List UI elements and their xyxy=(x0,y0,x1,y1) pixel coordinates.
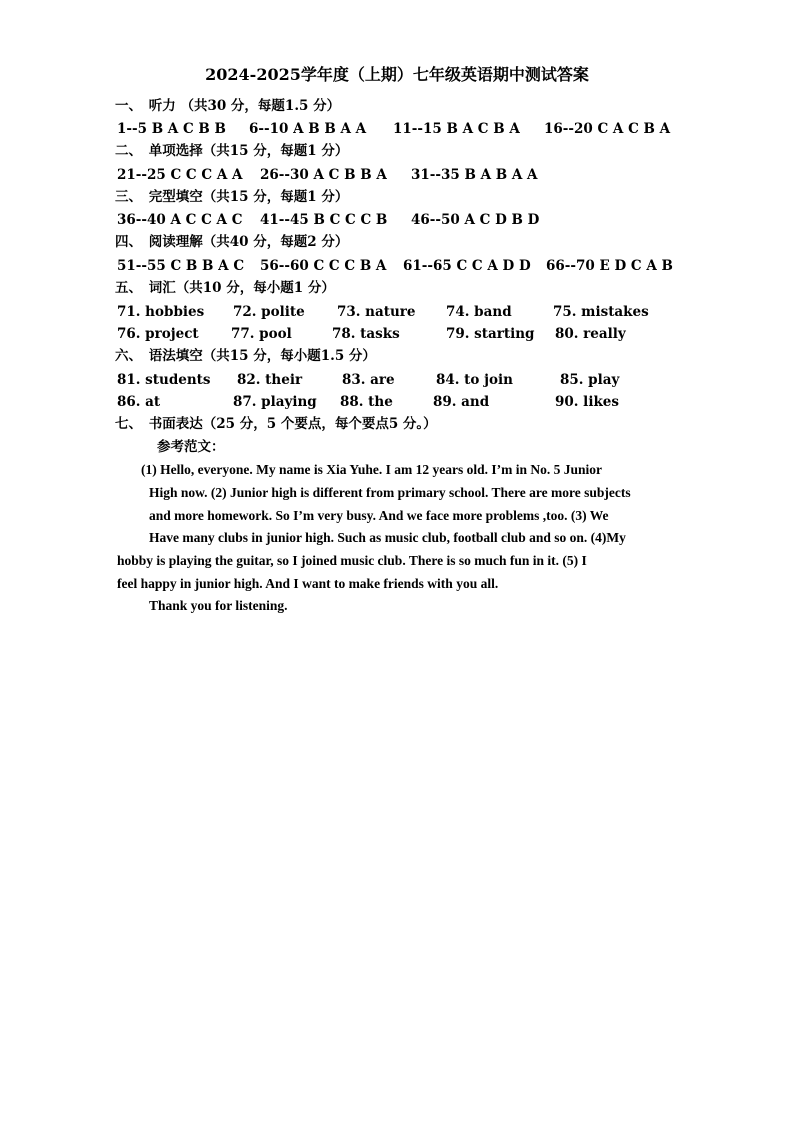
answer-group: 46--50 A C D B D xyxy=(411,212,540,228)
sample-essay-label: 参考范文： xyxy=(157,439,225,455)
answer-group: 26--30 A C B B A xyxy=(260,167,387,183)
answer-group: 6--10 A B B A A xyxy=(249,121,367,137)
section-reading-heading: 四、 阅读理解（共40 分，每题2 分） xyxy=(115,234,349,250)
answer-item: 83. are xyxy=(342,372,395,388)
answer-group: 11--15 B A C B A xyxy=(393,121,520,137)
answer-group: 21--25 C C C A A xyxy=(117,167,243,183)
answer-group: 66--70 E D C A B xyxy=(546,258,673,274)
answer-group: 41--45 B C C C B xyxy=(260,212,388,228)
answer-item: 86. at xyxy=(117,394,161,410)
section-cloze-heading: 三、 完型填空（共15 分，每题1 分） xyxy=(115,189,349,205)
answer-group: 51--55 C B B A C xyxy=(117,258,245,274)
answer-item: 85. play xyxy=(560,372,620,388)
essay-line: and more homework. So I’m very busy. And we face more problems ,too. (3) We xyxy=(149,508,609,523)
answer-item: 74. band xyxy=(446,304,512,320)
answer-item: 82. their xyxy=(237,372,303,388)
answer-item: 89. and xyxy=(433,394,490,410)
section-listening-heading: 一、 听力 （共30 分，每题1.5 分） xyxy=(115,98,341,114)
answer-group: 31--35 B A B A A xyxy=(411,167,538,183)
section-grammar-heading: 六、 语法填空（共15 分，每小题1.5 分） xyxy=(115,348,376,364)
answer-group: 16--20 C A C B A xyxy=(544,121,671,137)
answer-item: 80. really xyxy=(555,326,626,342)
answer-item: 77. pool xyxy=(231,326,292,342)
answer-item: 90. likes xyxy=(555,394,619,410)
answer-group: 56--60 C C C B A xyxy=(260,258,387,274)
essay-line: hobby is playing the guitar, so I joined music club. There is so much fun in it. (5) I xyxy=(117,553,587,568)
answer-item: 71. hobbies xyxy=(117,304,205,320)
essay-line: (1) Hello, everyone. My name is Xia Yuhe. I am 12 years old. I’m in No. 5 Junior xyxy=(141,462,602,477)
answer-item: 78. tasks xyxy=(332,326,400,342)
answer-group: 36--40 A C C A C xyxy=(117,212,243,228)
essay-line: Thank you for listening. xyxy=(149,598,288,613)
answer-item: 75. mistakes xyxy=(553,304,649,320)
answer-group: 1--5 B A C B B xyxy=(117,121,226,137)
essay-line: feel happy in junior high. And I want to make friends with you all. xyxy=(117,576,499,591)
essay-line: High now. (2) Junior high is different from primary school. There are more subjects xyxy=(149,485,631,500)
page-title: 2024-2025学年度（上期）七年级英语期中测试答案 xyxy=(205,65,589,84)
section-vocabulary-heading: 五、 词汇（共10 分，每小题1 分） xyxy=(115,280,335,296)
section-writing-heading: 七、 书面表达（25 分，5 个要点，每个要点5 分。） xyxy=(115,416,437,432)
answer-item: 84. to join xyxy=(436,372,513,388)
answer-item: 88. the xyxy=(340,394,393,410)
answer-item: 76. project xyxy=(117,326,199,342)
essay-line: Have many clubs in junior high. Such as music club, football club and so on. (4)My xyxy=(149,530,626,545)
answer-group: 61--65 C C A D D xyxy=(403,258,531,274)
answer-item: 72. polite xyxy=(233,304,305,320)
answer-item: 79. starting xyxy=(446,326,535,342)
section-single-choice-heading: 二、 单项选择（共15 分，每题1 分） xyxy=(115,143,349,159)
answer-item: 73. nature xyxy=(337,304,416,320)
answer-item: 81. students xyxy=(117,372,211,388)
answer-item: 87. playing xyxy=(233,394,317,410)
